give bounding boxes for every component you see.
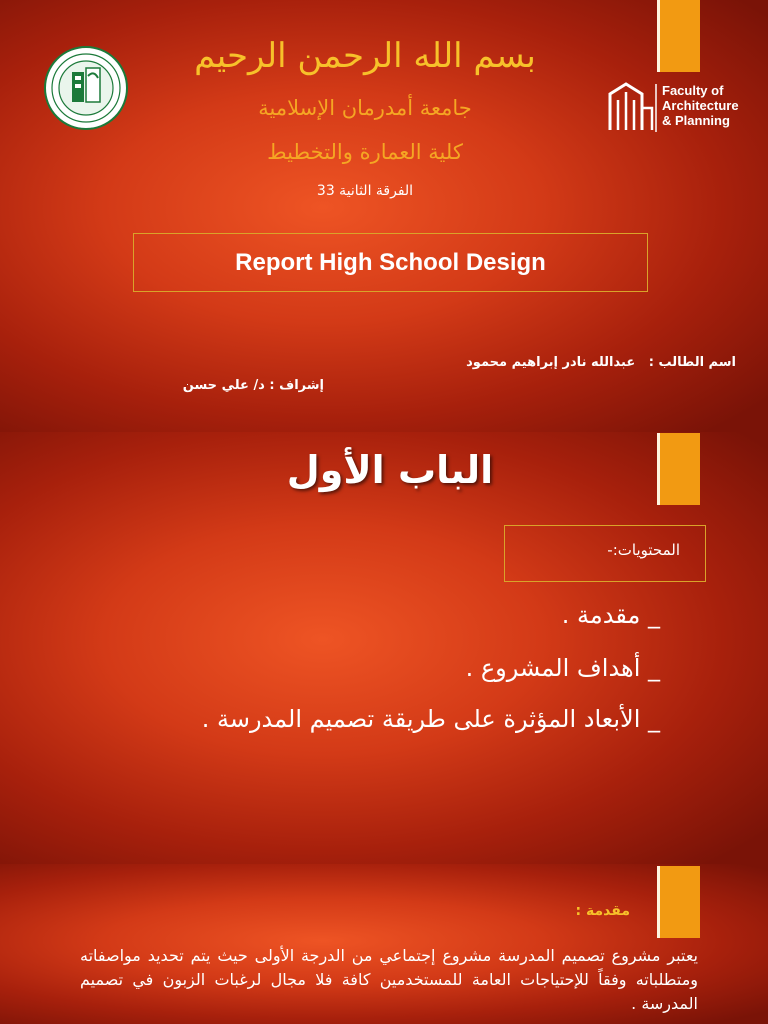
student-label: اسم الطالب :	[648, 355, 736, 370]
faculty-name-ar: كلية العمارة والتخطيط	[267, 140, 463, 164]
university-name: جامعة أمدرمان الإسلامية	[258, 96, 472, 120]
bismillah-heading: بسم الله الرحمن الرحيم	[194, 36, 536, 76]
faculty-line-1: Faculty of	[662, 83, 724, 98]
intro-heading: مقدمة :	[575, 903, 630, 919]
title-slide	[0, 0, 768, 432]
contents-item: _ أهداف المشروع .	[465, 654, 660, 682]
university-seal-icon	[44, 46, 128, 130]
chapter-title: الباب الأول	[286, 448, 494, 492]
report-title: Report High School Design	[235, 248, 546, 276]
contents-slide	[0, 432, 768, 864]
faculty-name-en	[662, 83, 739, 128]
accent-bar	[657, 866, 700, 938]
faculty-line-2: Architecture	[662, 98, 739, 113]
faculty-line-3: & Planning	[662, 113, 730, 128]
accent-bar	[657, 433, 700, 505]
student-line	[466, 355, 736, 370]
accent-bar	[657, 0, 700, 72]
intro-paragraph: يعتبر مشروع تصميم المدرسة مشروع إجتماعي من الدرجة الأولى حيث يتم تحديد مواصفاته ومتطلباته وفقاً للإحتياجات العامة للمستخدمين كافة فلا مجال لرغبات الزبون في تصميم المدرسة .	[80, 946, 698, 1013]
batch-label: الفرقة الثانية 33	[316, 183, 414, 199]
supervisor-line: إشراف : د/ علي حسن	[182, 378, 324, 393]
contents-label: المحتويات:-	[607, 541, 680, 559]
student-name: عبدالله نادر إبراهيم محمود	[466, 355, 636, 370]
contents-item: _ الأبعاد المؤثرة على طريقة تصميم المدرسة .	[201, 705, 660, 733]
contents-item: _ مقدمة .	[561, 601, 660, 629]
slide-background	[0, 432, 768, 864]
report-title-box	[133, 233, 648, 292]
